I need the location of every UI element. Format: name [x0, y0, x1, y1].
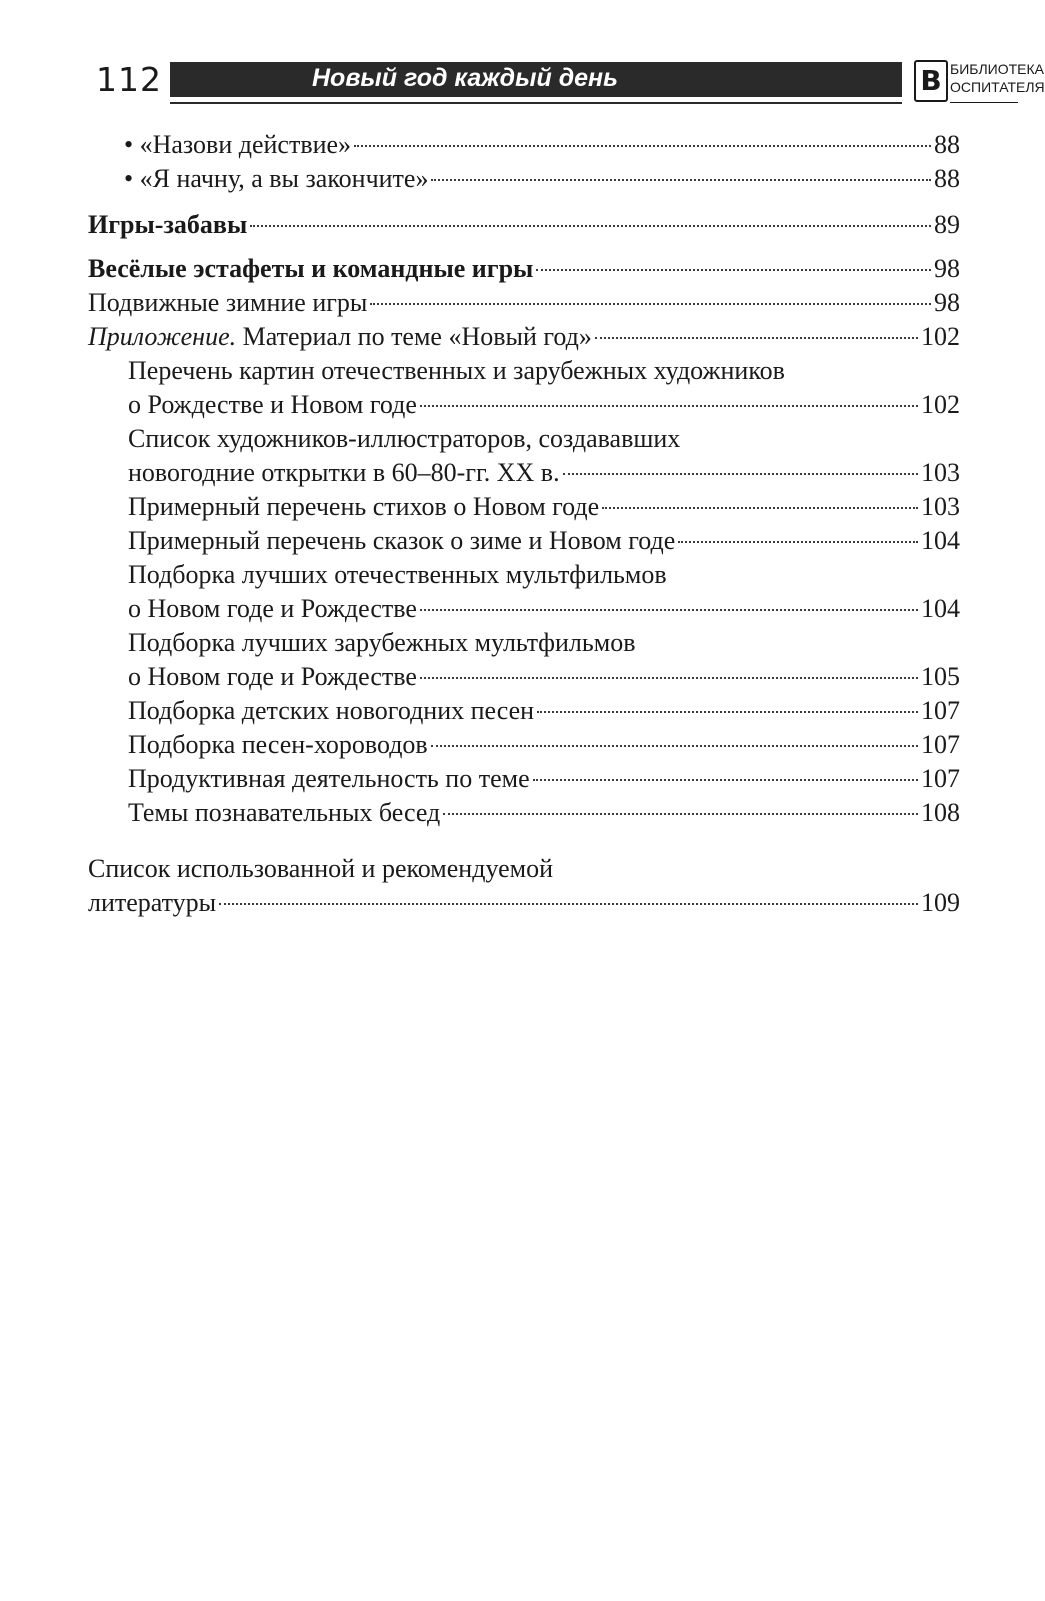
toc-entry-page: 98	[934, 254, 960, 283]
series-logo-letter: В	[914, 60, 948, 102]
toc-entry-page: 104	[921, 526, 960, 555]
toc-entry-title: литературы	[88, 888, 217, 917]
toc-entry-page: 103	[921, 492, 960, 521]
toc-entry-page: 88	[934, 130, 960, 159]
toc-entry	[88, 490, 960, 524]
toc-entry-title: о Новом годе и Рождестве	[128, 662, 417, 691]
toc-entry-page: 103	[921, 458, 960, 487]
toc-entry-title: Игры-забавы	[88, 210, 248, 239]
leader-dots	[536, 269, 931, 271]
toc-entry-page: 89	[934, 210, 960, 239]
leader-dots	[354, 145, 931, 147]
toc-entry-page: 102	[921, 390, 960, 419]
header-title-bar	[170, 62, 902, 97]
toc-entry-page: 104	[921, 594, 960, 623]
toc-entry-title: о Новом годе и Рождестве	[128, 594, 417, 623]
leader-dots	[533, 779, 918, 781]
leader-dots	[678, 541, 918, 543]
toc-entry-page: 88	[934, 164, 960, 193]
toc-entry-title: Весёлые эстафеты и командные игры	[88, 254, 534, 283]
toc-entry-title-line-1: Перечень картин отечественных и зарубежных художников	[128, 356, 785, 385]
page-number: 112	[96, 60, 162, 99]
toc-entry-title-line-1: Список использованной и рекомендуемой	[88, 854, 554, 883]
leader-dots	[420, 609, 918, 611]
toc-entry	[88, 320, 960, 354]
toc-entry-page: 107	[921, 764, 960, 793]
toc-entry-title	[88, 320, 592, 354]
toc-entry	[88, 128, 960, 162]
toc-entry-title: Подборка детских новогодних песен	[128, 696, 535, 725]
toc-entry	[88, 592, 960, 626]
leader-dots	[219, 903, 918, 905]
series-logo-line-2: ОСПИТАТЕЛЯ	[950, 79, 1045, 95]
leader-dots	[595, 337, 918, 339]
toc-entry-title: новогодние открытки в 60–80-гг. XX в.	[128, 458, 560, 487]
series-logo-line-1: БИБЛИОТЕКА	[950, 61, 1044, 77]
toc-entry	[88, 694, 960, 728]
toc-entry-title: о Рождестве и Новом годе	[128, 390, 417, 419]
toc-entry-title: Темы познавательных бесед	[128, 798, 441, 827]
appendix-title: Материал по теме «Новый год»	[236, 322, 592, 351]
toc-entry-title-line-1: Список художников-иллюстраторов, создававших	[128, 424, 681, 453]
toc-entry	[88, 660, 960, 694]
book-title: Новый год каждый день	[312, 64, 618, 92]
leader-dots	[420, 405, 918, 407]
toc-entry-page: 102	[921, 322, 960, 351]
toc-entry-title: Примерный перечень стихов о Новом годе	[128, 492, 600, 521]
appendix-label: Приложение.	[88, 322, 237, 351]
toc-entry-page: 107	[921, 696, 960, 725]
running-header	[96, 58, 1045, 110]
series-logo	[914, 58, 1045, 104]
header-divider	[170, 102, 902, 104]
toc-entry	[88, 886, 960, 920]
toc-entry	[88, 796, 960, 830]
toc-entry-title: • «Я начну, а вы закончите»	[124, 164, 429, 193]
leader-dots	[431, 745, 918, 747]
table-of-contents	[88, 128, 960, 920]
toc-entry	[88, 162, 960, 196]
toc-entry-title: Продуктивная деятельность по теме	[128, 764, 530, 793]
toc-entry	[88, 762, 960, 796]
toc-entry	[88, 456, 960, 490]
leader-dots	[537, 711, 918, 713]
leader-dots	[420, 677, 918, 679]
toc-entry-title-line-1: Подборка лучших отечественных мультфильмов	[128, 560, 667, 589]
toc-entry	[88, 252, 960, 286]
leader-dots	[370, 303, 931, 305]
toc-entry-title-line-1: Подборка лучших зарубежных мультфильмов	[128, 628, 636, 657]
leader-dots	[443, 813, 918, 815]
toc-entry-page: 109	[921, 888, 960, 917]
toc-entry-title: Подборка песен-хороводов	[128, 730, 428, 759]
leader-dots	[250, 225, 931, 227]
toc-entry	[88, 208, 960, 242]
toc-entry-title: Примерный перечень сказок о зиме и Новом годе	[128, 526, 676, 555]
toc-entry	[88, 728, 960, 762]
toc-entry-title: • «Назови действие»	[124, 130, 352, 159]
toc-entry-page: 105	[921, 662, 960, 691]
leader-dots	[563, 473, 918, 475]
leader-dots	[431, 179, 931, 181]
toc-entry-title: Подвижные зимние игры	[88, 288, 368, 317]
toc-entry	[88, 286, 960, 320]
toc-entry	[88, 388, 960, 422]
toc-entry-page: 107	[921, 730, 960, 759]
toc-entry-page: 98	[934, 288, 960, 317]
series-logo-underline	[950, 102, 1018, 103]
leader-dots	[602, 507, 918, 509]
toc-entry-page: 108	[921, 798, 960, 827]
toc-entry	[88, 524, 960, 558]
